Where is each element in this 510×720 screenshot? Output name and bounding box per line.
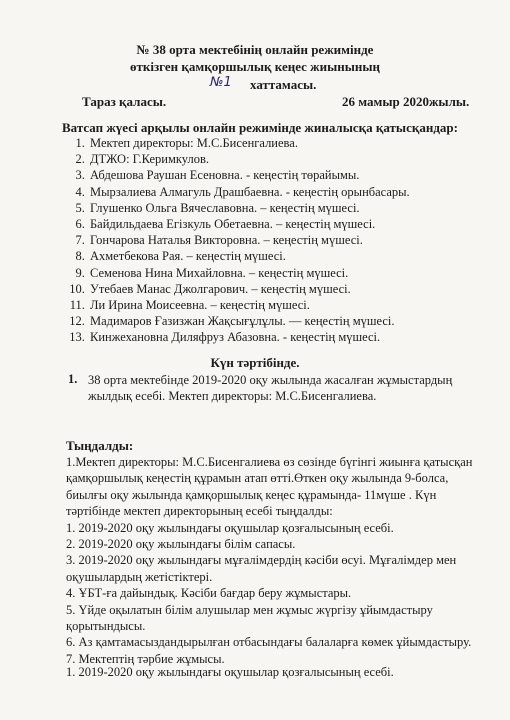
place-label: Тараз қаласы. — [82, 94, 167, 109]
list-item: 4. Мырзалиева Алмагуль Драшбаевна. - кеңестің орынбасары. — [88, 184, 410, 200]
title-line-2: өткізген қамқоршылық кеңес жиынының — [129, 59, 381, 74]
date-label: 26 мамыр 2020жылы. — [342, 94, 470, 109]
list-item: 5. Глушенко Ольга Вячеславовна. – кеңестің мүшесі. — [88, 200, 410, 216]
agenda-item-number: 1. — [68, 372, 78, 386]
agenda-item-text: 38 орта мектебінде 2019-2020 оқу жылында жасалған жұмыстардың жылдық есебі. Мектеп директоры: М.С.Бисенгалиева. — [88, 373, 453, 403]
heard-paragraph: 1.Мектеп директоры: М.С.Бисенгалиева өз сөзінде бүгінгі жиынға қатысқан қамқоршылық кеңестің құрамын атап өтті.Өткен оқу жылында 9-болса, биылғы оқу жылында қамқоршылық кеңес құрамында- 11мүше . Күн тәртібінде мектеп директорының есебі тыңдалды: — [66, 455, 473, 519]
heard-line: 2. 2019-2020 оқу жылындағы білім сапасы. — [66, 537, 296, 552]
list-item: 3. Абдешова Раушан Есеновна. - кеңестің төрайымы. — [88, 167, 410, 183]
list-item: 12. Мадимаров Ғазизжан Жақсығұлұлы. — кеңестің мүшесі. — [88, 313, 410, 329]
title-line-3: хаттамасы. — [250, 77, 317, 92]
list-item: 2. ДТЖО: Г.Керимкулов. — [88, 151, 410, 167]
participants-heading: Ватсап жүесі арқылы онлайн режимінде жиналысқа қатысқандар: — [62, 120, 458, 135]
list-item: 6. Байдильдаева Егізкуль Обетаевна. – кеңестің мүшесі. — [88, 216, 410, 232]
agenda-heading: Күн тәртібінде. — [210, 355, 300, 370]
heard-line: 3. 2019-2020 оқу жылындағы мұғалімдердің кәсіби өсуі. Мұғалімдер мен оқушылардың жетістіктері. — [66, 553, 457, 584]
list-item: 10. Утебаев Манас Джолгарович. – кеңестің мүшесі. — [88, 281, 410, 297]
final-line: 1. 2019-2020 оқу жылындағы оқушылар қозғалысының есебі. — [66, 665, 394, 679]
list-item: 13. Кинжехановна Диляфруз Абазовна. - кеңестің мүшесі. — [88, 329, 410, 345]
handwritten-number: №1 — [210, 75, 232, 90]
heard-heading: Тыңдалды: — [66, 438, 134, 453]
heard-line: 7. Мектептің тәрбие жұмысы. — [66, 651, 225, 666]
title-line-1: № 38 орта мектебінің онлайн режимінде — [136, 42, 374, 57]
list-item: 9. Семенова Нина Михайловна. – кеңестің мүшесі. — [88, 265, 410, 281]
list-item: 7. Гончарова Наталья Викторовна. – кеңестің мүшесі. — [88, 232, 410, 248]
heard-line: 6. Аз қамтамасыздандырылған отбасындағы балаларға көмек ұйымдастыру. — [66, 635, 472, 650]
heard-line: 4. ҰБТ-ға дайындық. Кәсіби бағдар беру жұмыстары. — [66, 586, 352, 601]
participants-list — [60, 135, 410, 346]
heard-line: 1. 2019-2020 оқу жылындағы оқушылар қозғалысының есебі. — [66, 520, 394, 535]
heard-content — [66, 454, 476, 667]
list-item: 8. Ахметбекова Рая. – кеңестің мүшесі. — [88, 248, 410, 264]
list-item: 11. Ли Ирина Моисеевна. – кеңестің мүшесі. — [88, 297, 410, 313]
heard-line: 5. Үйде оқылатын білім алушылар мен жұмыс жүргізу ұйымдастыру қорытындысы. — [66, 602, 433, 634]
list-item: 1. Мектеп директоры: М.С.Бисенгалиева. — [88, 135, 410, 151]
